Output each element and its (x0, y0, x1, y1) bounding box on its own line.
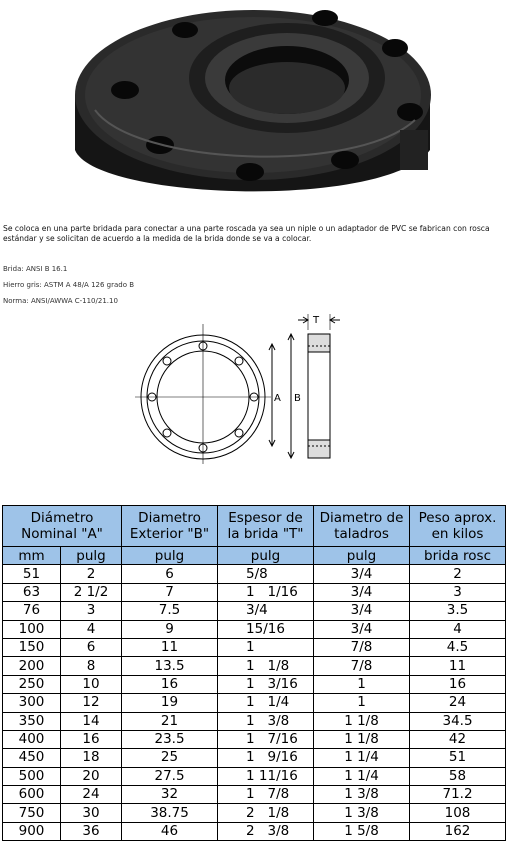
unit-cell: pulg (314, 547, 410, 565)
header-nominal: Diámetro Nominal "A" (3, 506, 122, 547)
table-cell: 108 (410, 804, 506, 822)
table-cell: 6 (122, 565, 218, 583)
table-row (3, 675, 506, 693)
table-cell: 1 9/16 (218, 749, 314, 767)
table-header-row (3, 506, 506, 547)
table-cell: 2 1/8 (218, 804, 314, 822)
table-cell: 6 (61, 638, 122, 656)
table-cell: 42 (410, 730, 506, 748)
table-cell: 20 (61, 767, 122, 785)
header-taladros: Diametro de taladros (314, 506, 410, 547)
table-row (3, 749, 506, 767)
table-cell: 3/4 (314, 565, 410, 583)
table-cell: 5/8 (218, 565, 314, 583)
table-cell: 2 (410, 565, 506, 583)
table-cell: 21 (122, 712, 218, 730)
table-cell: 2 1/2 (61, 583, 122, 601)
table-cell: 38.75 (122, 804, 218, 822)
table-cell: 14 (61, 712, 122, 730)
table-cell: 9 (122, 620, 218, 638)
table-body (3, 565, 506, 841)
unit-cell: pulg (122, 547, 218, 565)
table-row (3, 767, 506, 785)
table-cell: 150 (3, 638, 61, 656)
table-cell: 2 3/8 (218, 822, 314, 840)
table-cell: 100 (3, 620, 61, 638)
table-cell: 8 (61, 657, 122, 675)
table-cell: 23.5 (122, 730, 218, 748)
table-cell: 1 1/8 (314, 730, 410, 748)
table-row (3, 657, 506, 675)
table-cell: 1 1/4 (314, 749, 410, 767)
table-cell: 3/4 (314, 602, 410, 620)
table-cell: 3.5 (410, 602, 506, 620)
table-cell: 71.2 (410, 786, 506, 804)
table-cell: 200 (3, 657, 61, 675)
unit-cell: pulg (61, 547, 122, 565)
table-row (3, 730, 506, 748)
table-cell: 63 (3, 583, 61, 601)
table-cell: 58 (410, 767, 506, 785)
table-cell: 350 (3, 712, 61, 730)
table-cell: 1 1/16 (218, 583, 314, 601)
table-cell: 24 (410, 694, 506, 712)
table-row (3, 804, 506, 822)
table-cell: 16 (410, 675, 506, 693)
table-cell: 162 (410, 822, 506, 840)
table-row (3, 694, 506, 712)
table-cell: 1 1/8 (218, 657, 314, 675)
table-row (3, 602, 506, 620)
table-cell: 500 (3, 767, 61, 785)
table-cell: 7 (122, 583, 218, 601)
table-cell: 34.5 (410, 712, 506, 730)
table-cell: 600 (3, 786, 61, 804)
table-cell: 51 (3, 565, 61, 583)
table-cell: 1 (314, 694, 410, 712)
table-cell: 15/16 (218, 620, 314, 638)
table-cell: 7/8 (314, 638, 410, 656)
label-t: T (313, 315, 320, 326)
table-cell: 12 (61, 694, 122, 712)
table-units-row (3, 547, 506, 565)
header-espesor: Espesor de la brida "T" (218, 506, 314, 547)
table-cell: 900 (3, 822, 61, 840)
table-cell: 11 (122, 638, 218, 656)
table-cell: 750 (3, 804, 61, 822)
table-cell: 3/4 (218, 602, 314, 620)
table-cell: 1 1/8 (314, 712, 410, 730)
table-cell: 4 (410, 620, 506, 638)
table-row (3, 822, 506, 840)
table-row (3, 583, 506, 601)
table-cell: 1 (314, 675, 410, 693)
unit-cell: pulg (218, 547, 314, 565)
table-cell: 2 (61, 565, 122, 583)
header-peso: Peso aprox. en kilos (410, 506, 506, 547)
table-cell: 1 7/16 (218, 730, 314, 748)
table-cell: 18 (61, 749, 122, 767)
table-row (3, 786, 506, 804)
table-cell: 1 3/8 (218, 712, 314, 730)
table-cell: 7.5 (122, 602, 218, 620)
table-cell: 1 7/8 (218, 786, 314, 804)
table-row (3, 712, 506, 730)
header-exterior: Diametro Exterior "B" (122, 506, 218, 547)
table-cell: 16 (122, 675, 218, 693)
table-cell: 250 (3, 675, 61, 693)
table-cell: 3 (61, 602, 122, 620)
table-cell: 1 3/16 (218, 675, 314, 693)
table-row (3, 620, 506, 638)
table-cell: 11 (410, 657, 506, 675)
table-cell: 1 (218, 638, 314, 656)
flange-technical-drawing (130, 306, 360, 464)
table-cell: 76 (3, 602, 61, 620)
spec-brida: Brida: ANSI B 16.1 (3, 265, 68, 273)
table-cell: 1 3/8 (314, 804, 410, 822)
table-cell: 46 (122, 822, 218, 840)
label-a: A (274, 393, 281, 404)
product-description: Se coloca en una parte bridada para conectar a una parte roscada ya sea un niple o un adaptador de PVC se fabrican con rosca estándar y se solicitan de acuerdo a la medida de la brida donde se va a colocar. (3, 224, 490, 243)
spec-norma: Norma: ANSI/AWWA C-110/21.10 (3, 297, 118, 305)
flange-spec-table (2, 505, 506, 841)
table-cell: 19 (122, 694, 218, 712)
table-cell: 27.5 (122, 767, 218, 785)
label-b: B (294, 393, 301, 404)
table-cell: 4 (61, 620, 122, 638)
table-cell: 10 (61, 675, 122, 693)
table-cell: 1 3/8 (314, 786, 410, 804)
table-cell: 7/8 (314, 657, 410, 675)
table-row (3, 638, 506, 656)
table-cell: 400 (3, 730, 61, 748)
spec-hierro: Hierro gris: ASTM A 48/A 126 grado B (3, 281, 135, 289)
table-cell: 13.5 (122, 657, 218, 675)
table-cell: 300 (3, 694, 61, 712)
table-cell: 1 1/4 (314, 767, 410, 785)
table-cell: 1 11/16 (218, 767, 314, 785)
table-cell: 3/4 (314, 583, 410, 601)
table-cell: 32 (122, 786, 218, 804)
unit-cell: brida rosc (410, 547, 506, 565)
table-cell: 1 1/4 (218, 694, 314, 712)
table-cell: 51 (410, 749, 506, 767)
flange-photo (55, 0, 455, 218)
table-cell: 1 5/8 (314, 822, 410, 840)
table-cell: 30 (61, 804, 122, 822)
table-row (3, 565, 506, 583)
unit-cell: mm (3, 547, 61, 565)
table-cell: 3 (410, 583, 506, 601)
table-cell: 450 (3, 749, 61, 767)
table-cell: 25 (122, 749, 218, 767)
table-cell: 16 (61, 730, 122, 748)
table-cell: 24 (61, 786, 122, 804)
table-cell: 4.5 (410, 638, 506, 656)
table-cell: 3/4 (314, 620, 410, 638)
table-cell: 36 (61, 822, 122, 840)
